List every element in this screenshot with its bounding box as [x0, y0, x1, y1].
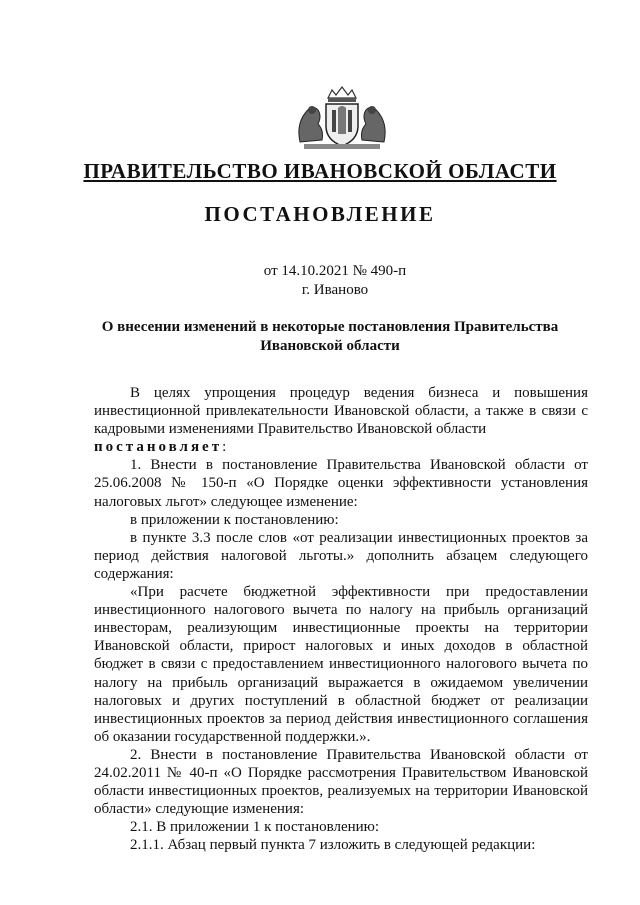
intro-text: В целях упрощения процедур ведения бизнеса и повышения инвестиционной привлекательности Ивановской области, а также в связи с кадровыми изменениями Правительство Ивановской области: [94, 385, 588, 438]
item-1-point: в пункте 3.3 после слов «от реализации инвестиционных проектов за период действия налоговой льготы.» дополнить абзацем следующего содержания:: [94, 529, 588, 582]
subject-line-1: О внесении изменений в некоторые постановления Правительства: [101, 319, 559, 335]
government-title: ПРАВИТЕЛЬСТВО ИВАНОВСКОЙ ОБЛАСТИ: [83, 159, 557, 183]
item-2: 2. Внести в постановление Правительства Ивановской области от 24.02.2011 № 40-п «О Порядке рассмотрения Правительством Ивановской области инвестиционных проектов, реализуемых на территории Ивановской области» следующие изменения:: [94, 746, 588, 818]
intro-paragraph: [94, 384, 588, 438]
document-subject: [80, 318, 580, 356]
city: г. Иваново: [301, 282, 369, 298]
document-type: ПОСТАНОВЛЕНИЕ: [204, 202, 436, 226]
resolves-colon: :: [222, 439, 227, 456]
item-1-appendix: в приложении к постановлению:: [130, 511, 339, 528]
item-2-1: 2.1. В приложении 1 к постановлению:: [130, 819, 380, 836]
item-1: 1. Внести в постановление Правительства Ивановской области от 25.06.2008 № 150-п «О Порядке оценки эффективности установления налоговых льгот» следующее изменение:: [94, 457, 588, 510]
document-body: [94, 384, 588, 854]
date-block: [0, 262, 640, 300]
item-1-quote: «При расчете бюджетной эффективности при предоставлении инвестиционного налогового вычета по налогу на прибыль организаций инвесторам, реализующим инвестиционные проекты на территории Ивановской области, прирост налоговых и иных доходов в областной бюджет в связи с предоставлением инвестиционного налогового вычета по налогу на прибыль организаций выражается в ожидаемом увеличении налоговых и других поступлений в областной бюджет от реализации инвестиционных проектов за период действия инвестиционного соглашения об оказании государственной поддержки.».: [94, 584, 588, 745]
resolves-paragraph: [94, 438, 588, 456]
resolves-word: постановляет: [94, 439, 223, 456]
date-number: от 14.10.2021 № 490-п: [263, 263, 407, 279]
coat-of-arms-icon: [288, 84, 396, 152]
subject-line-2: Ивановской области: [260, 338, 400, 354]
item-2-1-1: 2.1.1. Абзац первый пункта 7 изложить в следующей редакции:: [130, 837, 536, 854]
